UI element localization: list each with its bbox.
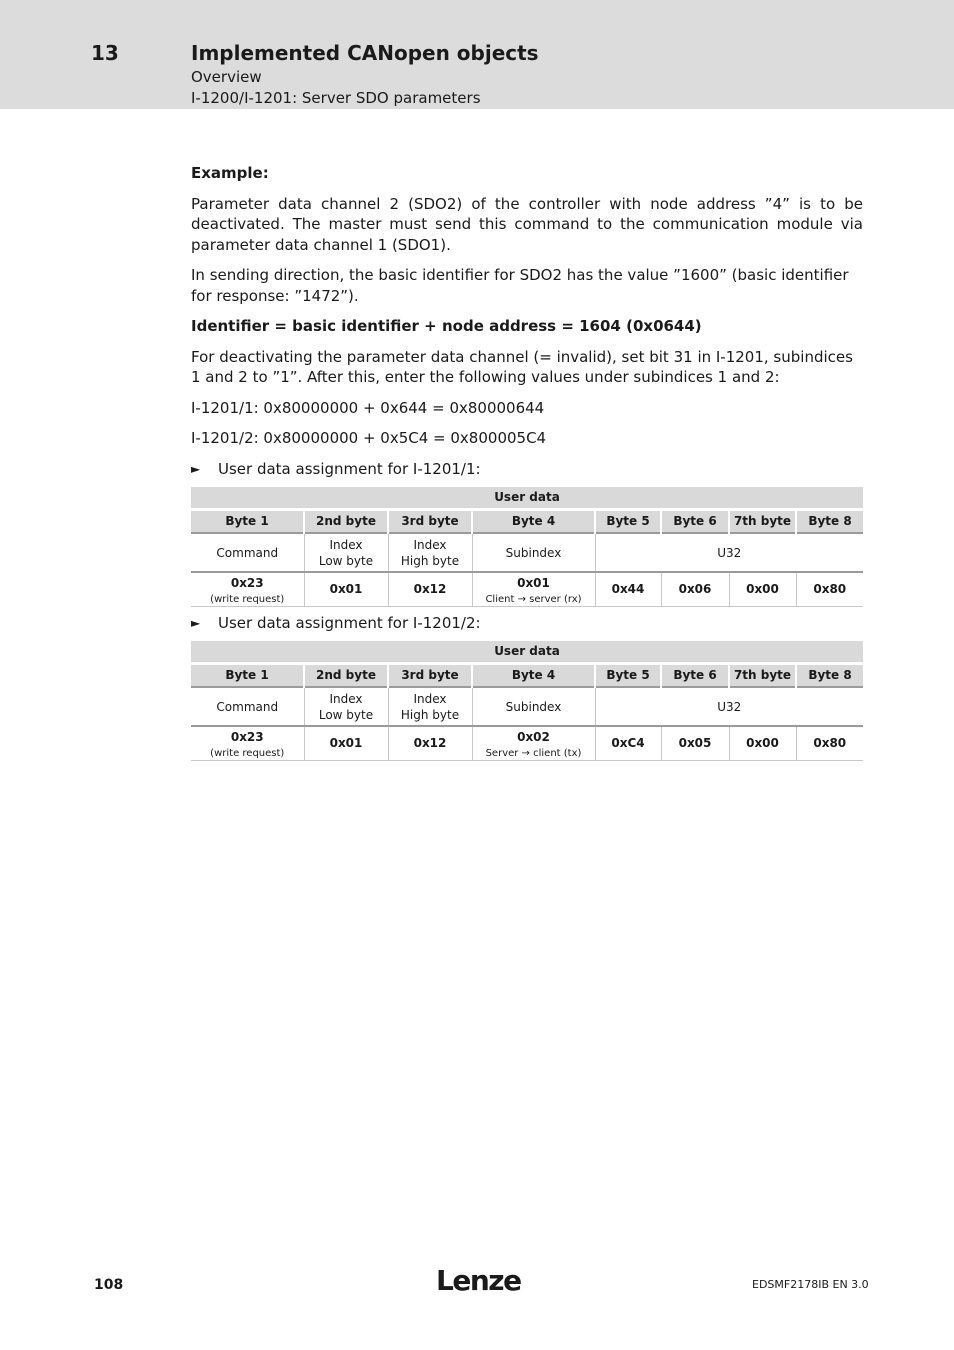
header-cell: 3rd byte <box>388 664 472 688</box>
header-cell: Byte 1 <box>191 664 304 688</box>
header-cell: Byte 4 <box>472 664 595 688</box>
desc-u32: U32 <box>595 533 863 572</box>
value-cell: 0x44 <box>595 572 661 606</box>
bullet-item-1 <box>191 459 863 480</box>
table-title: User data <box>191 487 863 510</box>
bullet-arrow-icon: ► <box>191 615 201 630</box>
value-text: 0x23 <box>230 576 264 590</box>
desc-line: High byte <box>400 707 460 722</box>
lenze-logo: Lenze <box>436 1264 521 1297</box>
value-cell <box>191 572 304 606</box>
value-cell <box>472 726 595 760</box>
paragraph-1: Parameter data channel 2 (SDO2) of the controller with node address ”4” is to be deactivated. The master must send this command to the communication module via parameter data channel 1 (SDO1). <box>191 194 863 254</box>
value-cell: 0xC4 <box>595 726 661 760</box>
section-subtitle-detail: I-1200/I-1201: Server SDO parameters <box>191 89 481 107</box>
header-cell: Byte 6 <box>661 510 729 534</box>
value-text: 0x02 <box>517 730 550 744</box>
value-cell: 0x80 <box>796 572 863 606</box>
user-data-table-1 <box>191 487 863 607</box>
chapter-title: Implemented CANopen objects <box>191 41 539 65</box>
chapter-number: 13 <box>91 41 119 65</box>
main-content <box>191 163 863 767</box>
header-cell: Byte 8 <box>796 510 863 534</box>
value-note: (write request) <box>210 747 285 759</box>
header-cell: 2nd byte <box>304 510 388 534</box>
header-cell: Byte 6 <box>661 664 729 688</box>
value-cell: 0x01 <box>304 726 388 760</box>
desc-line: High byte <box>400 553 460 568</box>
bullet-label: User data assignment for I-1201/2: <box>218 613 481 632</box>
table-title: User data <box>191 641 863 664</box>
header-cell: Byte 4 <box>472 510 595 534</box>
desc-line: Low byte <box>318 553 374 568</box>
desc-line: Low byte <box>318 707 374 722</box>
desc-u32: U32 <box>595 687 863 726</box>
value-text: 0x23 <box>230 730 264 744</box>
paragraph-2: In sending direction, the basic identifier for SDO2 has the value ”1600” (basic identifier for response: ”1472”). <box>191 266 849 305</box>
example-heading: Example: <box>191 164 269 182</box>
desc-line: Index <box>413 537 447 552</box>
user-data-table-2 <box>191 641 863 761</box>
desc-command: Command <box>191 687 304 726</box>
bullet-arrow-icon: ► <box>191 461 201 476</box>
value-cell: 0x12 <box>388 572 472 606</box>
header-cell: Byte 5 <box>595 510 661 534</box>
value-note: Server → client (tx) <box>485 747 582 759</box>
page-number: 108 <box>94 1277 124 1293</box>
calculation-1: I-1201/1: 0x80000000 + 0x644 = 0x80000644 <box>191 398 545 417</box>
value-cell: 0x00 <box>729 572 796 606</box>
document-id: EDSMF2178IB EN 3.0 <box>752 1278 869 1291</box>
header-cell: 7th byte <box>729 664 796 688</box>
value-cell: 0x01 <box>304 572 388 606</box>
value-cell: 0x12 <box>388 726 472 760</box>
value-cell: 0x06 <box>661 572 729 606</box>
desc-line: Index <box>329 691 363 706</box>
bullet-item-2 <box>191 613 863 634</box>
desc-index-high <box>388 687 472 726</box>
header-cell: Byte 1 <box>191 510 304 534</box>
header-cell: 7th byte <box>729 510 796 534</box>
desc-line: Index <box>413 691 447 706</box>
paragraph-3: For deactivating the parameter data channel (= invalid), set bit 31 in I-1201, subindices 1 and 2 to ”1”. After this, enter the following values under subindices 1 and 2: <box>191 347 853 386</box>
value-cell: 0x05 <box>661 726 729 760</box>
identifier-formula: Identifier = basic identifier + node address = 1604 (0x0644) <box>191 317 702 335</box>
header-cell: Byte 8 <box>796 664 863 688</box>
value-text: 0x01 <box>517 576 550 590</box>
value-note: (write request) <box>210 593 285 605</box>
header-cell: 2nd byte <box>304 664 388 688</box>
value-cell: 0x00 <box>729 726 796 760</box>
value-cell: 0x80 <box>796 726 863 760</box>
desc-index-high <box>388 533 472 572</box>
value-note: Client → server (rx) <box>485 593 582 605</box>
desc-index-low <box>304 687 388 726</box>
bullet-label: User data assignment for I-1201/1: <box>218 459 481 478</box>
calculation-2: I-1201/2: 0x80000000 + 0x5C4 = 0x800005C4 <box>191 429 547 447</box>
desc-index-low <box>304 533 388 572</box>
value-cell <box>191 726 304 760</box>
desc-command: Command <box>191 533 304 572</box>
desc-subindex: Subindex <box>472 533 595 572</box>
desc-line: Index <box>329 537 363 552</box>
desc-subindex: Subindex <box>472 687 595 726</box>
header-cell: Byte 5 <box>595 664 661 688</box>
value-cell <box>472 572 595 606</box>
section-subtitle: Overview <box>191 68 262 86</box>
header-cell: 3rd byte <box>388 510 472 534</box>
